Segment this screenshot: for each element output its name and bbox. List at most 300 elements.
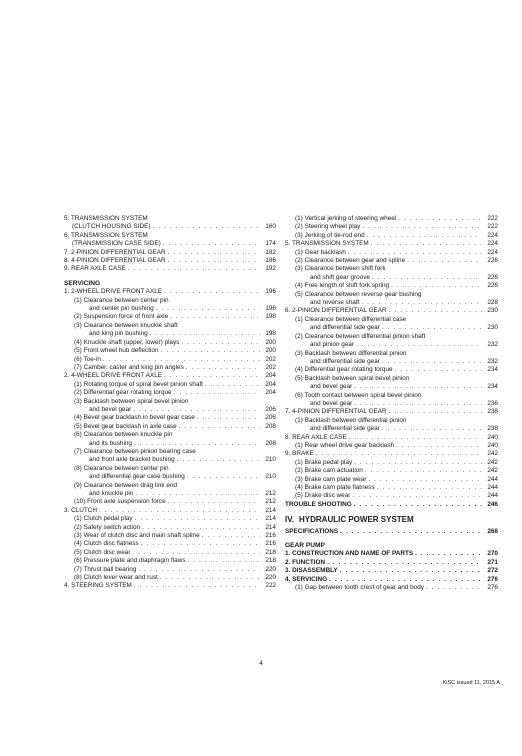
dot-leader (382, 358, 482, 366)
toc-entry-label: and bevel gear (310, 383, 353, 391)
toc-entry-page: 232 (487, 341, 498, 349)
toc-entry-page: 232 (487, 357, 498, 365)
toc-entry-label: (4) Clutch disc flatness (74, 540, 139, 548)
toc-entry-page: 272 (487, 567, 498, 575)
toc-entry[interactable] (285, 550, 498, 558)
dot-leader (316, 450, 482, 458)
toc-entry[interactable] (285, 240, 498, 248)
dot-leader (205, 381, 260, 389)
toc-entry[interactable] (285, 528, 498, 536)
toc-entry[interactable] (285, 333, 498, 341)
toc-entry[interactable] (64, 406, 276, 414)
dot-leader (371, 240, 482, 248)
toc-entry-page: 244 (487, 475, 498, 483)
toc-entry-page: 230 (487, 307, 498, 315)
toc-entry[interactable] (285, 425, 498, 433)
dot-leader (348, 249, 482, 257)
toc-entry-page: 228 (487, 299, 498, 307)
toc-entry-page: 238 (487, 425, 498, 433)
toc-entry-page: 268 (487, 527, 498, 535)
toc-entry-page: 198 (265, 330, 276, 338)
dot-leader (329, 576, 482, 584)
toc-entry-label: (1) Backlash between differential pinion (295, 416, 407, 424)
toc-entry[interactable] (64, 381, 276, 389)
toc-entry-label: (8) Clearance between center pin (74, 464, 169, 472)
toc-entry-page: 160 (265, 223, 276, 231)
dot-leader (188, 557, 260, 565)
toc-entry[interactable] (285, 492, 498, 500)
toc-entry[interactable] (64, 389, 276, 397)
dot-leader (367, 232, 482, 240)
toc-entry-page: 214 (265, 506, 276, 514)
toc-entry-label: (2) Clearance between differential pinion shaft (295, 332, 426, 340)
toc-entry[interactable] (285, 584, 498, 592)
dot-leader (142, 524, 260, 532)
toc-entry[interactable] (64, 364, 276, 372)
toc-entry-label: (1) Clutch pedal play (74, 515, 133, 523)
dot-leader (186, 364, 260, 372)
toc-entry-label: (2) Differential gear rotating torque (74, 389, 172, 397)
toc-entry[interactable] (64, 448, 276, 456)
toc-entry[interactable] (64, 232, 276, 240)
toc-entry-page: 196 (265, 288, 276, 296)
toc-entry-page: 174 (265, 240, 276, 248)
toc-entry[interactable] (64, 482, 276, 490)
toc-entry-label: 2. FUNCTION (285, 558, 326, 566)
dot-leader (164, 372, 260, 380)
toc-entry-page: 202 (265, 355, 276, 363)
toc-entry-label: (5) Drake disc wear (295, 492, 351, 500)
toc-heading: GEAR PUMP (285, 542, 325, 550)
toc-entry[interactable] (64, 347, 276, 355)
dot-leader (340, 567, 482, 575)
dot-leader (354, 400, 482, 408)
toc-entry-page: 234 (487, 383, 498, 391)
toc-entry[interactable] (64, 423, 276, 431)
toc-entry-label: 5. TRANSMISSION SYSTEM (64, 215, 148, 222)
dot-leader (407, 257, 482, 265)
toc-entry-page: 276 (487, 575, 498, 583)
dot-leader (161, 347, 260, 355)
toc-entry[interactable] (285, 459, 498, 467)
dot-leader (197, 414, 260, 422)
toc-entry-page: 240 (487, 441, 498, 449)
toc-entry-page: 222 (487, 215, 498, 222)
dot-leader (150, 330, 260, 338)
dot-leader (398, 215, 482, 223)
toc-entry-label: (1) Clearance between differential case (295, 315, 407, 323)
toc-entry-label: (1) Clearance between center pin (74, 296, 169, 304)
toc-entry-label: (TRANSMISSION CASE SIDE) (72, 240, 161, 248)
toc-entry-label: (5) Front wheel hub deflection (74, 347, 159, 355)
toc-entry-label: 9. REAR AXLE CASE (64, 265, 126, 273)
dot-leader (340, 528, 482, 536)
toc-entry[interactable] (285, 559, 498, 567)
toc-entry[interactable] (64, 249, 276, 257)
toc-entry-page: 216 (265, 540, 276, 548)
toc-entry-page: 200 (265, 347, 276, 355)
toc-entry-page: 192 (265, 265, 276, 273)
toc-entry[interactable] (64, 465, 276, 473)
dot-leader (365, 467, 482, 475)
toc-entry-label: (6) Clearance between knuckle pin (74, 431, 173, 439)
toc-entry-label: 6. 2-PINION DIFFERENTIAL GEAR (285, 307, 387, 315)
toc-entry-page: 240 (487, 433, 498, 441)
toc-left-column (64, 215, 276, 591)
toc-right-column (285, 215, 498, 592)
toc-entry[interactable] (64, 456, 276, 464)
dot-leader (174, 389, 260, 397)
dot-leader (163, 240, 260, 248)
toc-entry[interactable] (64, 398, 276, 406)
toc-entry-page: 218 (265, 548, 276, 556)
toc-entry[interactable] (64, 498, 276, 506)
toc-entry-page: 246 (487, 500, 498, 508)
toc-entry-label: 3. CLUTCH (64, 506, 98, 514)
dot-leader (352, 492, 482, 500)
toc-entry-page: 220 (265, 574, 276, 582)
dot-leader (152, 223, 260, 231)
dot-leader (396, 442, 482, 450)
toc-entry[interactable] (285, 215, 498, 223)
toc-entry[interactable] (285, 383, 498, 391)
toc-entry-page: 242 (487, 467, 498, 475)
toc-heading: SERVICING (64, 279, 101, 287)
toc-entry-label: (3) Clearance between knuckle shaft (74, 321, 178, 329)
toc-entry[interactable] (64, 440, 276, 448)
dot-leader (389, 307, 482, 315)
toc-entry-label: 9. BRAKE (285, 450, 314, 458)
toc-entry[interactable] (64, 240, 276, 248)
toc-entry[interactable] (285, 366, 498, 374)
toc-entry[interactable] (285, 442, 498, 450)
toc-entry-label: SPECIFICATIONS (285, 527, 339, 535)
dot-leader (362, 223, 482, 231)
toc-entry[interactable] (64, 265, 276, 273)
dot-leader (327, 559, 482, 567)
toc-entry-label: (7) Camber, caster and king pin angles (74, 363, 184, 371)
toc-entry-label: and its bushing (89, 439, 132, 447)
toc-entry[interactable] (64, 566, 276, 574)
toc-entry[interactable] (285, 299, 498, 307)
toc-entry-label: (5) Backlash between spiral bevel pinion (295, 374, 410, 382)
toc-entry[interactable] (64, 507, 276, 515)
toc-entry[interactable] (64, 297, 276, 305)
toc-entry-label: and front axle bracket bushing (89, 456, 175, 464)
toc-entry-label: 3. DISASSEMBLY (285, 567, 338, 575)
toc-entry-page: 224 (487, 240, 498, 248)
dot-leader (135, 515, 260, 523)
dot-leader (133, 406, 260, 414)
toc-entry-label: (3) Clearance between shift fork (295, 265, 386, 273)
toc-entry-page: 226 (487, 282, 498, 290)
toc-entry[interactable] (285, 358, 498, 366)
toc-entry-label: (3) Wear of clutch disc and main shaft spline (74, 532, 200, 540)
toc-entry-page: 224 (487, 248, 498, 256)
toc-entry-page: 220 (265, 565, 276, 573)
toc-entry[interactable] (285, 450, 498, 458)
toc-entry-label: 7. 4-PINION DIFFERENTIAL GEAR (285, 408, 387, 416)
toc-entry-page: 204 (265, 389, 276, 397)
toc-entry-page: 186 (265, 257, 276, 265)
toc-entry-page: 244 (487, 484, 498, 491)
toc-entry[interactable] (64, 473, 276, 481)
toc-entry[interactable] (64, 431, 276, 439)
dot-leader (389, 408, 482, 416)
toc-entry-page: 196 (265, 305, 276, 313)
toc-entry[interactable] (285, 400, 498, 408)
toc-entry[interactable] (285, 324, 498, 332)
toc-entry[interactable] (285, 223, 498, 231)
dot-leader (354, 383, 482, 391)
toc-entry-label: (1) Gear backlash (295, 248, 346, 256)
dot-leader (168, 498, 260, 506)
toc-entry-label: (4) Brake cam plate flatness (295, 484, 375, 491)
toc-entry-label: (8) Clutch lever wear and rust (74, 574, 158, 582)
dot-leader (395, 366, 482, 374)
toc-entry-page: 276 (487, 584, 498, 592)
toc-entry-label: (1) Brake pedal play (295, 458, 353, 466)
toc-entry-label: (3) Jerking of tie-rod end (295, 231, 365, 239)
toc-entry-label: (6) Pressure plate and diaphragm flaws (74, 557, 186, 565)
toc-entry[interactable] (64, 524, 276, 532)
toc-entry-page: 212 (265, 490, 276, 497)
toc-entry-label: (7) Clearance between pinion bearing case (74, 447, 196, 455)
toc-entry[interactable] (285, 484, 498, 492)
toc-entry-page: 224 (487, 231, 498, 239)
dot-leader (354, 501, 482, 509)
dot-leader (138, 566, 260, 574)
toc-entry-label: (4) Differential gear rotating torque (295, 366, 393, 374)
toc-entry[interactable] (285, 265, 498, 273)
dot-leader (177, 456, 260, 464)
dot-leader (361, 299, 482, 307)
dot-leader (382, 324, 482, 332)
dot-leader (182, 339, 261, 347)
toc-entry-page: 208 (265, 439, 276, 447)
toc-entry[interactable] (285, 291, 498, 299)
toc-entry[interactable] (285, 417, 498, 425)
toc-entry-label: and bevel gear (89, 405, 132, 413)
toc-entry-page: 244 (487, 492, 498, 500)
toc-entry-label: (CLUTCH HOUSING SIDE) (72, 223, 151, 231)
toc-entry[interactable] (64, 582, 276, 590)
toc-entry[interactable] (285, 501, 498, 509)
toc-entry-label: and pinion gear (310, 341, 355, 349)
toc-entry[interactable] (64, 574, 276, 582)
toc-entry[interactable] (64, 532, 276, 540)
toc-entry[interactable] (285, 375, 498, 383)
toc-entry-label: (5) Clutch disc wear (74, 548, 131, 556)
dot-leader (164, 288, 260, 296)
dot-leader (160, 574, 260, 582)
toc-entry-page: 182 (265, 248, 276, 256)
toc-entry-page: 216 (265, 532, 276, 540)
dot-leader (170, 313, 260, 321)
dot-leader (134, 440, 260, 448)
toc-entry[interactable] (64, 330, 276, 338)
toc-entry[interactable] (285, 249, 498, 257)
toc-entry[interactable] (64, 313, 276, 321)
toc-entry-page: 214 (265, 515, 276, 523)
dot-leader (372, 274, 482, 282)
toc-entry-page: 218 (265, 557, 276, 565)
toc-entry[interactable] (285, 282, 498, 290)
section-title: HYDRAULIC POWER SYSTEM (299, 515, 414, 525)
toc-entry-label: 8. 4-PINION DIFFERENTIAL GEAR (64, 257, 166, 265)
dot-leader (382, 425, 482, 433)
toc-entry[interactable] (285, 350, 498, 358)
toc-entry[interactable] (285, 316, 498, 324)
toc-entry-label: (1) Gap between tooth crest of gear and body (295, 584, 424, 592)
toc-entry-page: 212 (265, 498, 276, 506)
dot-leader (391, 282, 482, 290)
dot-leader (141, 540, 260, 548)
toc-entry-label: (2) Steering wheel play (295, 223, 361, 231)
toc-entry-page: 214 (265, 523, 276, 531)
toc-entry-label: and knuckle pin (89, 490, 134, 497)
page-number: 4 (259, 660, 263, 667)
toc-entry-label: 2. 4-WHEEL DRIVE FRONT AXLE (64, 372, 163, 380)
toc-entry[interactable] (64, 414, 276, 422)
toc-entry-label: 1. CONSTRUCTION AND NAME OF PARTS (285, 550, 414, 558)
toc-entry-label: and shift gear groove (310, 273, 371, 281)
toc-entry-label: (10) Front axle suspension force (74, 498, 166, 506)
toc-entry-page: 242 (487, 458, 498, 466)
toc-entry[interactable] (285, 467, 498, 475)
dot-leader (135, 490, 260, 498)
dot-leader (128, 265, 260, 273)
toc-entry-label: and differential gear case bushing (89, 473, 185, 481)
toc-entry-page: 230 (487, 324, 498, 332)
dot-leader (377, 484, 482, 492)
toc-entry[interactable] (64, 223, 276, 231)
toc-entry-label: and reverse shaft (310, 299, 360, 307)
toc-entry-page: 204 (265, 372, 276, 380)
toc-entry[interactable] (64, 372, 276, 380)
toc-entry-label: (4) Knuckle shaft (upper, lower) plays (74, 338, 180, 346)
toc-entry-label: and center pin bushing (89, 305, 154, 313)
toc-entry-page: 222 (265, 582, 276, 590)
toc-entry[interactable] (64, 215, 276, 223)
toc-entry-page: 206 (265, 405, 276, 413)
dot-leader (354, 459, 482, 467)
toc-entry-label: and king pin bushing (89, 330, 148, 338)
toc-entry[interactable] (64, 305, 276, 313)
toc-entry[interactable] (285, 476, 498, 484)
toc-entry-label: and differential side gear (310, 425, 380, 433)
toc-entry-page: 226 (487, 257, 498, 265)
toc-entry-label: (1) Rear wheel drive gear backlash (295, 441, 395, 449)
toc-entry-page: 270 (487, 550, 498, 558)
toc-entry-page: 234 (487, 366, 498, 374)
toc-entry[interactable] (64, 339, 276, 347)
toc-entry-page: 210 (265, 473, 276, 481)
toc-entry-page: 210 (265, 456, 276, 464)
toc-entry-label: (3) Brake cam plate wear (295, 475, 367, 483)
toc-entry-label: (1) Vertical jerking of steering wheel (295, 215, 397, 222)
toc-entry-label: (5) Clearance between reverse gear bushing (295, 290, 422, 298)
toc-entry-label: (3) Backlash between differential pinion (295, 349, 407, 357)
toc-entry-label: (9) Clearance between drag link end (74, 481, 178, 489)
toc-entry-page: 200 (265, 338, 276, 346)
toc-entry[interactable] (64, 549, 276, 557)
toc-entry[interactable] (285, 576, 498, 584)
toc-entry-label: TROUBLE SHOOTING (285, 500, 352, 508)
toc-entry-page: 208 (265, 422, 276, 430)
dot-leader (349, 434, 482, 442)
toc-entry[interactable] (64, 557, 276, 565)
toc-entry-label: 8. REAR AXLE CASE (285, 433, 347, 441)
toc-entry-label: (2) Safety switch action (74, 523, 141, 531)
toc-entry-label: (4) Free length of shift fork spring (295, 282, 390, 290)
toc-entry-label: (1) Rotating torque of spiral bevel pinion shaft (74, 380, 203, 388)
toc-entry-label: and differential side gear (310, 324, 380, 332)
toc-entry-page: 198 (265, 313, 276, 321)
dot-leader (368, 476, 482, 484)
dot-leader (103, 356, 260, 364)
toc-entry-page: 238 (487, 408, 498, 416)
toc-entry-page: 242 (487, 450, 498, 458)
toc-entry[interactable] (64, 322, 276, 330)
toc-entry-label: 4. STEERING SYSTEM (64, 582, 132, 590)
toc-entry[interactable] (285, 307, 498, 315)
section-heading (285, 516, 498, 524)
toc-entry[interactable] (285, 274, 498, 282)
toc-entry-page: 206 (265, 414, 276, 422)
toc-entry[interactable] (285, 392, 498, 400)
toc-entry-label: 6. TRANSMISSION SYSTEM (64, 231, 148, 239)
toc-entry[interactable] (285, 341, 498, 349)
toc-entry[interactable] (64, 515, 276, 523)
dot-leader (356, 341, 482, 349)
toc-entry-label: (4) Bevel gear backlash in bevel gear case (74, 414, 195, 422)
toc-entry-page: 271 (487, 558, 498, 566)
dot-leader (202, 532, 260, 540)
toc-entry-label: 5. TRANSMISSION SYSTEM (285, 240, 369, 248)
toc-entry-label: (3) Backlash between spiral bevel pinion (74, 397, 189, 405)
toc-entry-label: 1. 2-WHEEL DRIVE FRONT AXLE (64, 288, 163, 296)
dot-leader (187, 473, 260, 481)
toc-entry-label: (2) Suspension force of front axle (74, 313, 169, 321)
toc-entry[interactable] (64, 257, 276, 265)
toc-entry[interactable] (64, 490, 276, 498)
toc-entry[interactable] (285, 567, 498, 575)
toc-entry-page: 222 (487, 223, 498, 231)
section-number: IV. (285, 515, 295, 525)
dot-leader (99, 507, 260, 515)
toc-entry[interactable] (64, 288, 276, 296)
toc-entry[interactable] (64, 540, 276, 548)
toc-entry-label: and bevel gear (310, 399, 353, 407)
toc-entry-page: 236 (487, 399, 498, 407)
dot-leader (179, 423, 260, 431)
toc-entry[interactable] (285, 434, 498, 442)
toc-entry-label: (6) Tooth contact between spiral bevel pinion (295, 391, 422, 399)
toc-entry-label: (5) Bevel gear backlash in axle case (74, 422, 177, 430)
toc-entry-page: 226 (487, 273, 498, 281)
toc-entry[interactable] (64, 356, 276, 364)
dot-leader (132, 549, 260, 557)
toc-entry[interactable] (285, 232, 498, 240)
toc-entry-label: (2) Clearance between gear and spline (295, 257, 406, 265)
toc-entry-label: (6) Toe-in (74, 355, 101, 363)
dot-leader (168, 249, 260, 257)
toc-entry[interactable] (285, 408, 498, 416)
toc-entry[interactable] (285, 257, 498, 265)
toc-entry-page: 204 (265, 380, 276, 388)
toc-entry-label: 7. 2-PINION DIFFERENTIAL GEAR (64, 248, 166, 256)
